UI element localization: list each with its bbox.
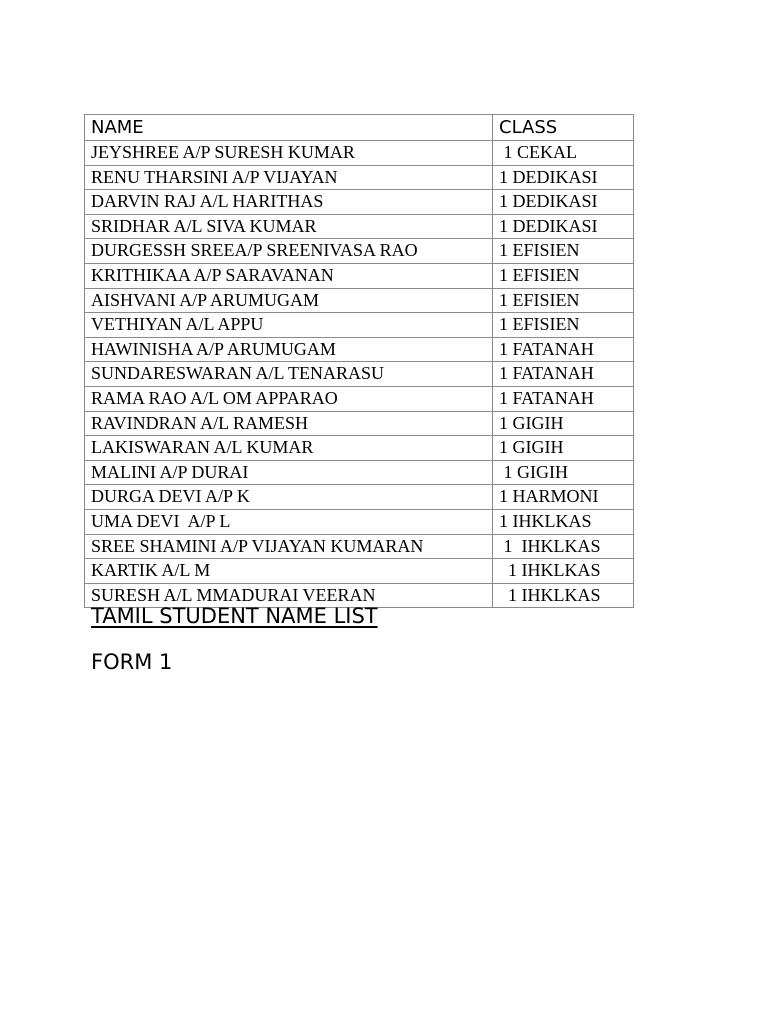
table-row xyxy=(85,288,634,313)
student-name-cell: SRIDHAR A/L SIVA KUMAR xyxy=(85,214,493,239)
student-class-cell: 1 IHKLKAS xyxy=(493,559,634,584)
table-row xyxy=(85,460,634,485)
table-row xyxy=(85,214,634,239)
student-name-cell: HAWINISHA A/P ARUMUGAM xyxy=(85,337,493,362)
student-table xyxy=(84,114,634,608)
list-title: TAMIL STUDENT NAME LIST xyxy=(91,604,378,628)
table-row xyxy=(85,411,634,436)
table-row xyxy=(85,509,634,534)
student-name-cell: SREE SHAMINI A/P VIJAYAN KUMARAN xyxy=(85,534,493,559)
student-class-cell: 1 FATANAH xyxy=(493,386,634,411)
student-class-cell: 1 EFISIEN xyxy=(493,313,634,338)
student-name-cell: UMA DEVI A/P L xyxy=(85,509,493,534)
student-class-cell: 1 IHKLKAS xyxy=(493,583,634,608)
table-row xyxy=(85,190,634,215)
student-name-cell: DURGESSH SREEA/P SREENIVASA RAO xyxy=(85,239,493,264)
student-class-cell: 1 GIGIH xyxy=(493,411,634,436)
table-row xyxy=(85,337,634,362)
class-column-header: CLASS xyxy=(493,115,634,141)
student-name-cell: LAKISWARAN A/L KUMAR xyxy=(85,436,493,461)
student-name-cell: SURESH A/L MMADURAI VEERAN xyxy=(85,583,493,608)
table-row xyxy=(85,165,634,190)
table-row xyxy=(85,239,634,264)
student-name-cell: VETHIYAN A/L APPU xyxy=(85,313,493,338)
student-name-cell: JEYSHREE A/P SURESH KUMAR xyxy=(85,141,493,166)
header-row xyxy=(85,115,634,141)
table-row xyxy=(85,313,634,338)
student-class-cell: 1 DEDIKASI xyxy=(493,165,634,190)
student-name-cell: SUNDARESWARAN A/L TENARASU xyxy=(85,362,493,387)
student-class-cell: 1 DEDIKASI xyxy=(493,190,634,215)
student-name-cell: RAMA RAO A/L OM APPARAO xyxy=(85,386,493,411)
student-name-cell: KARTIK A/L M xyxy=(85,559,493,584)
student-class-cell: 1 HARMONI xyxy=(493,485,634,510)
student-name-cell: RENU THARSINI A/P VIJAYAN xyxy=(85,165,493,190)
table-header xyxy=(85,115,634,141)
student-class-cell: 1 DEDIKASI xyxy=(493,214,634,239)
student-name-cell: RAVINDRAN A/L RAMESH xyxy=(85,411,493,436)
table-row xyxy=(85,436,634,461)
name-column-header: NAME xyxy=(85,115,493,141)
table-row xyxy=(85,485,634,510)
table-row xyxy=(85,263,634,288)
student-name-cell: AISHVANI A/P ARUMUGAM xyxy=(85,288,493,313)
student-class-cell: 1 CEKAL xyxy=(493,141,634,166)
student-class-cell: 1 EFISIEN xyxy=(493,263,634,288)
table-row xyxy=(85,559,634,584)
table-row xyxy=(85,534,634,559)
student-class-cell: 1 EFISIEN xyxy=(493,239,634,264)
table-row xyxy=(85,141,634,166)
student-class-cell: 1 IHKLKAS xyxy=(493,509,634,534)
table-row xyxy=(85,362,634,387)
student-class-cell: 1 GIGIH xyxy=(493,460,634,485)
student-name-cell: KRITHIKAA A/P SARAVANAN xyxy=(85,263,493,288)
student-class-cell: 1 EFISIEN xyxy=(493,288,634,313)
student-name-cell: DARVIN RAJ A/L HARITHAS xyxy=(85,190,493,215)
student-class-cell: 1 GIGIH xyxy=(493,436,634,461)
student-class-cell: 1 IHKLKAS xyxy=(493,534,634,559)
student-class-cell: 1 FATANAH xyxy=(493,337,634,362)
student-name-cell: DURGA DEVI A/P K xyxy=(85,485,493,510)
student-class-cell: 1 FATANAH xyxy=(493,362,634,387)
table-row xyxy=(85,386,634,411)
form-label: FORM 1 xyxy=(91,650,173,674)
table-body xyxy=(85,141,634,608)
student-name-cell: MALINI A/P DURAI xyxy=(85,460,493,485)
